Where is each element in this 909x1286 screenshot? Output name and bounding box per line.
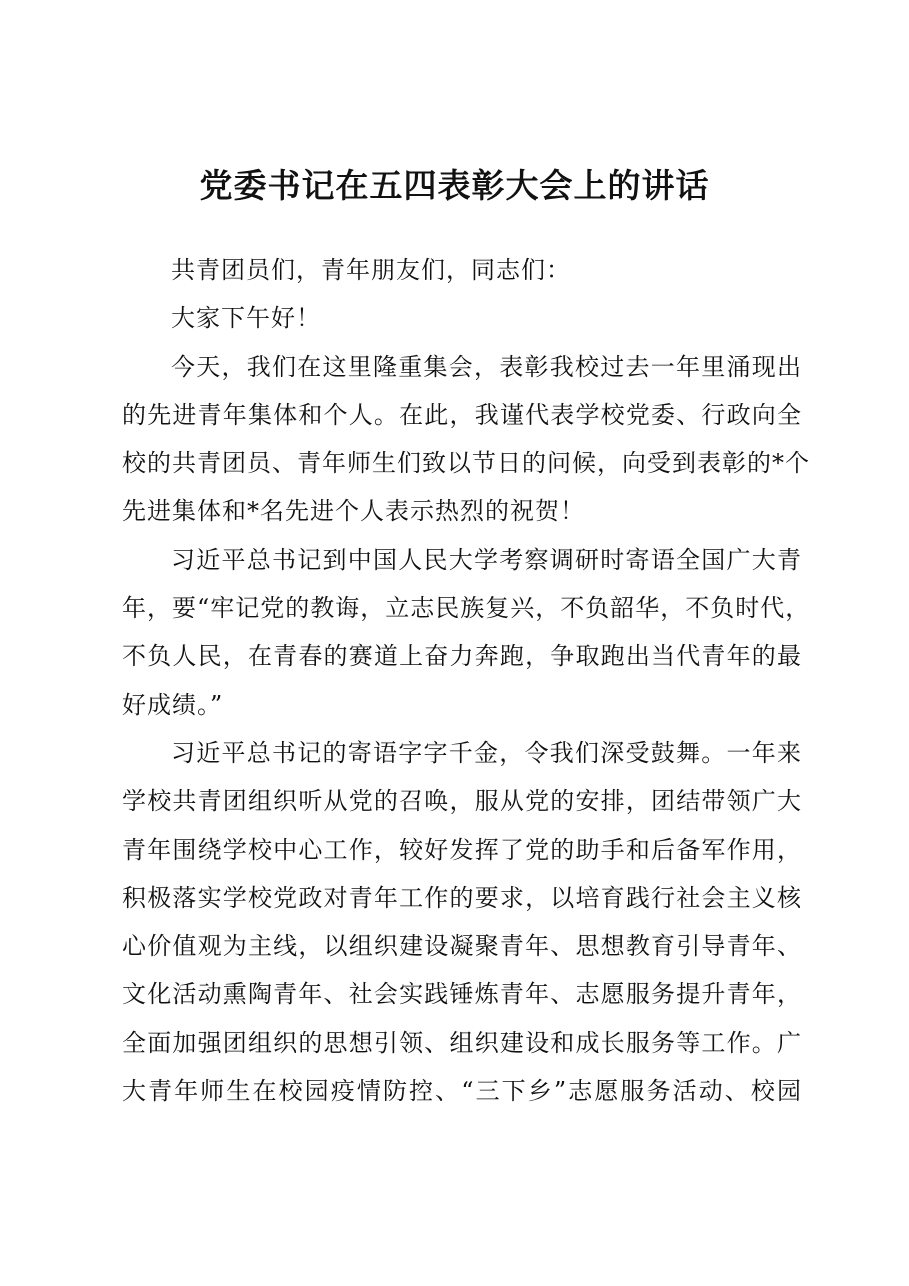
text-line: 青年围绕学校中心工作，较好发挥了党的助手和后备军作用，: [122, 835, 802, 864]
text-line: 学校共青团组织听从党的召唤，服从党的安排，团结带领广大: [122, 787, 802, 816]
text-line: 大青年师生在校园疫情防控、“三下乡”志愿服务活动、校园: [122, 1077, 802, 1106]
text-line: 今天，我们在这里隆重集会，表彰我校过去一年里涌现出: [171, 352, 802, 381]
text-line: 年，要“牢记党的教诲，立志民族复兴，不负韶华，不负时代，: [122, 594, 811, 623]
text-line: 校的共青团员、青年师生们致以节日的问候，向受到表彰的*个: [122, 449, 810, 478]
text-line: 积极落实学校党政对青年工作的要求，以培育践行社会主义核: [122, 883, 802, 912]
text-line: 文化活动熏陶青年、社会实践锤炼青年、志愿服务提升青年，: [122, 980, 802, 1009]
text-line: 不负人民，在青春的赛道上奋力奔跑，争取跑出当代青年的最: [122, 642, 802, 671]
text-line: 全面加强团组织的思想引领、组织建设和成长服务等工作。广: [122, 1028, 802, 1057]
text-line: 共青团员们，青年朋友们，同志们：: [171, 256, 571, 284]
text-line: 好成绩。”: [122, 690, 224, 719]
text-line: 心价值观为主线，以组织建设凝聚青年、思想教育引导青年、: [122, 932, 802, 961]
text-line: 大家下午好！: [171, 304, 321, 333]
document-body: [122, 246, 811, 1115]
document-title: 党委书记在五四表彰大会上的讲话: [199, 166, 710, 205]
text-line: 先进集体和*名先进个人表示热烈的祝贺！: [122, 497, 585, 526]
text-line: 习近平总书记的寄语字字千金，令我们深受鼓舞。一年来: [171, 738, 802, 767]
text-line: 习近平总书记到中国人民大学考察调研时寄语全国广大青: [171, 545, 802, 574]
text-line: 的先进青年集体和个人。在此，我谨代表学校党委、行政向全: [122, 400, 802, 429]
